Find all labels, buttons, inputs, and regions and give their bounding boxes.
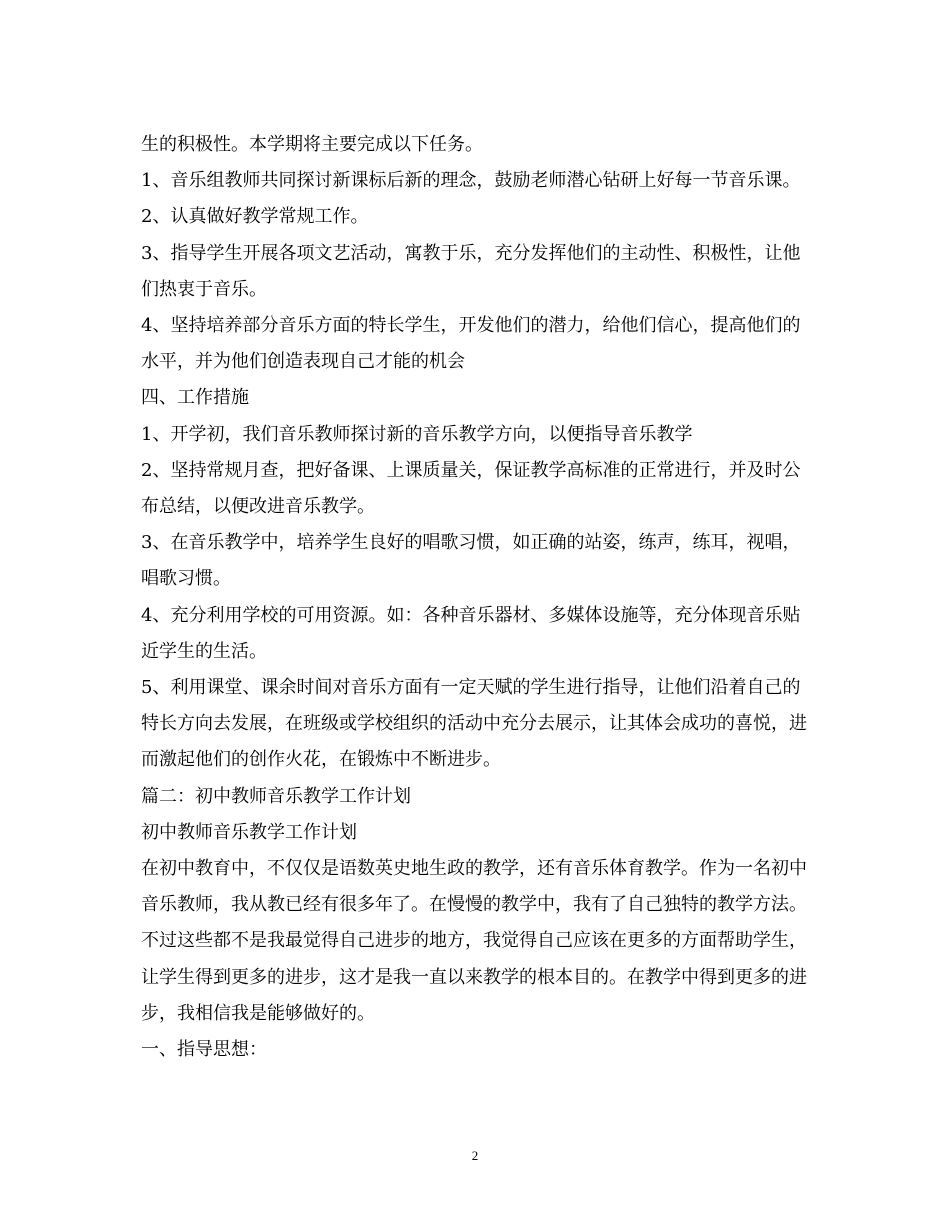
paragraph: 3、在音乐教学中，培养学生良好的唱歌习惯，如正确的站姿，练声，练耳，视唱，唱歌习惯。	[141, 532, 801, 590]
paragraph: 1、开学初，我们音乐教师探讨新的音乐教学方向，以便指导音乐教学	[141, 423, 693, 445]
document-body	[141, 127, 809, 1068]
paragraph: 2、坚持常规月查，把好备课、上课质量关，保证教学高标准的正常进行，并及时公布总结，以便改进音乐教学。	[141, 459, 801, 518]
paragraph: 生的积极性。本学期将主要完成以下任务。	[141, 134, 483, 155]
paragraph: 1、音乐组教师共同探讨新课标后新的理念，鼓励老师潜心钻研上好每一节音乐课。	[141, 170, 801, 192]
paragraph: 4、坚持培养部分音乐方面的特长学生，开发他们的潜力，给他们信心，提高他们的水平，并为他们创造表现自己才能的机会	[141, 315, 801, 373]
paragraph: 在初中教育中，不仅仅是语数英史地生政的教学，还有音乐体育教学。作为一名初中音乐教师，我从教已经有很多年了。在慢慢的教学中，我有了自己独特的教学方法。不过这些都不是我最觉得自己进步的地方，我觉得自己应该在更多的方面帮助学生，让学生得到更多的进步，这才是我一直以来教学的根本目的。在教学中得到更多的进步，我相信我是能够做好的。	[141, 858, 807, 1024]
section-heading: 一、指导思想：	[141, 1039, 267, 1061]
page-number: 2	[471, 1148, 479, 1163]
paragraph: 2、认真做好教学常规工作。	[141, 206, 369, 228]
section-heading: 四、工作措施	[141, 387, 249, 409]
paragraph: 5、利用课堂、课余时间对音乐方面有一定天赋的学生进行指导，让他们沿着自己的特长方向去发展，在班级或学校组织的活动中充分去展示，让其体会成功的喜悦，进而激起他们的创作火花，在锻炼中不断进步。	[141, 677, 807, 771]
paragraph: 4、充分利用学校的可用资源。如：各种音乐器材、多媒体设施等，充分体现音乐贴近学生的生活。	[141, 604, 801, 662]
article-title: 初中教师音乐教学工作计划	[141, 821, 357, 843]
article-heading: 篇二：初中教师音乐教学工作计划	[141, 785, 411, 807]
paragraph: 3、指导学生开展各项文艺活动，寓教于乐，充分发挥他们的主动性、积极性，让他们热衷于音乐。	[141, 242, 801, 300]
